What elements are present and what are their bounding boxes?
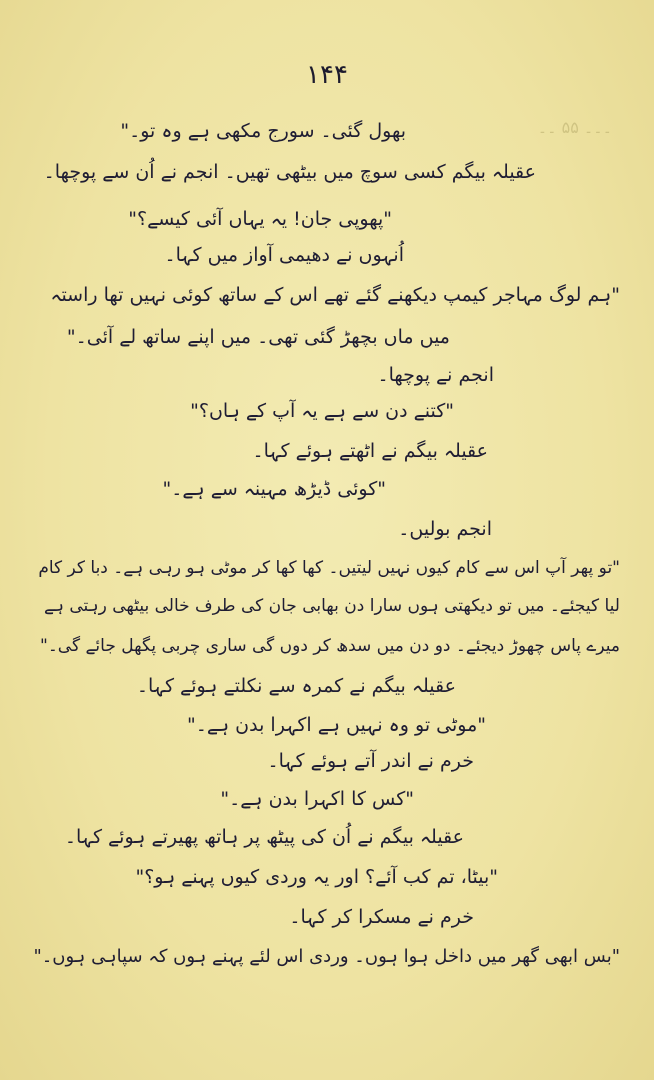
text-line: "پھوپی جان! یہ یہاں آئی کیسے؟" <box>128 208 392 230</box>
text-line: "موٹی تو وہ نہیں ہے اکہرا بدن ہے۔" <box>187 714 486 736</box>
page-number: ۱۴۴ <box>306 60 348 90</box>
text-line: انجم نے پوچھا۔ <box>377 364 494 386</box>
bleed-through-mark: ۔۔۔ ۵۵ ۔۔ <box>537 118 612 137</box>
text-line: "بس ابھی گھر میں داخل ہوا ہوں۔ وردی اس لئے پہنے ہوں کہ سپاہی ہوں۔" <box>33 946 620 967</box>
text-line: "بیٹا، تم کب آئے؟ اور یہ وردی کیوں پہنے ہو؟" <box>135 866 498 888</box>
text-line: "تو پھر آپ اس سے کام کیوں نہیں لیتیں۔ کھا کھا کر موٹی ہو رہی ہے۔ دبا کر کام <box>38 558 620 578</box>
text-line: خرم نے اندر آتے ہوئے کہا۔ <box>267 750 474 772</box>
text-line: لیا کیجئے۔ میں تو دیکھتی ہوں سارا دن بھابی جان کی طرف خالی بیٹھی رہتی ہے <box>44 596 620 616</box>
text-line: بھول گئی۔ سورج مکھی ہے وہ تو۔" <box>120 120 406 142</box>
text-line: عقیلہ بیگم کسی سوچ میں بیٹھی تھیں۔ انجم نے اُن سے پوچھا۔ <box>43 161 536 183</box>
text-line: عقیلہ بیگم نے اُن کی پیٹھ پر ہاتھ پھیرتے ہوئے کہا۔ <box>64 826 464 848</box>
text-line: اُنہوں نے دھیمی آواز میں کہا۔ <box>164 244 404 266</box>
text-line: "ہم لوگ مہاجر کیمپ دیکھنے گئے تھے اس کے ساتھ کوئی نہیں تھا راستہ <box>50 284 620 306</box>
text-line: "کتنے دن سے ہے یہ آپ کے ہاں؟" <box>190 400 454 422</box>
text-line: "کس کا اکہرا بدن ہے۔" <box>220 788 414 810</box>
text-line: عقیلہ بیگم نے کمرہ سے نکلتے ہوئے کہا۔ <box>136 675 456 697</box>
text-line: میرے پاس چھوڑ دیجئے۔ دو دن میں سدھ کر دوں گی ساری چربی پگھل جائے گی۔" <box>40 636 620 656</box>
text-line: "کوئی ڈیڑھ مہینہ سے ہے۔" <box>162 478 386 500</box>
text-line: انجم بولیں۔ <box>398 518 492 540</box>
text-line: عقیلہ بیگم نے اٹھتے ہوئے کہا۔ <box>252 440 488 462</box>
text-line: میں ماں بچھڑ گئی تھی۔ میں اپنے ساتھ لے آئی۔" <box>66 326 450 348</box>
text-line: خرم نے مسکرا کر کہا۔ <box>289 906 474 928</box>
